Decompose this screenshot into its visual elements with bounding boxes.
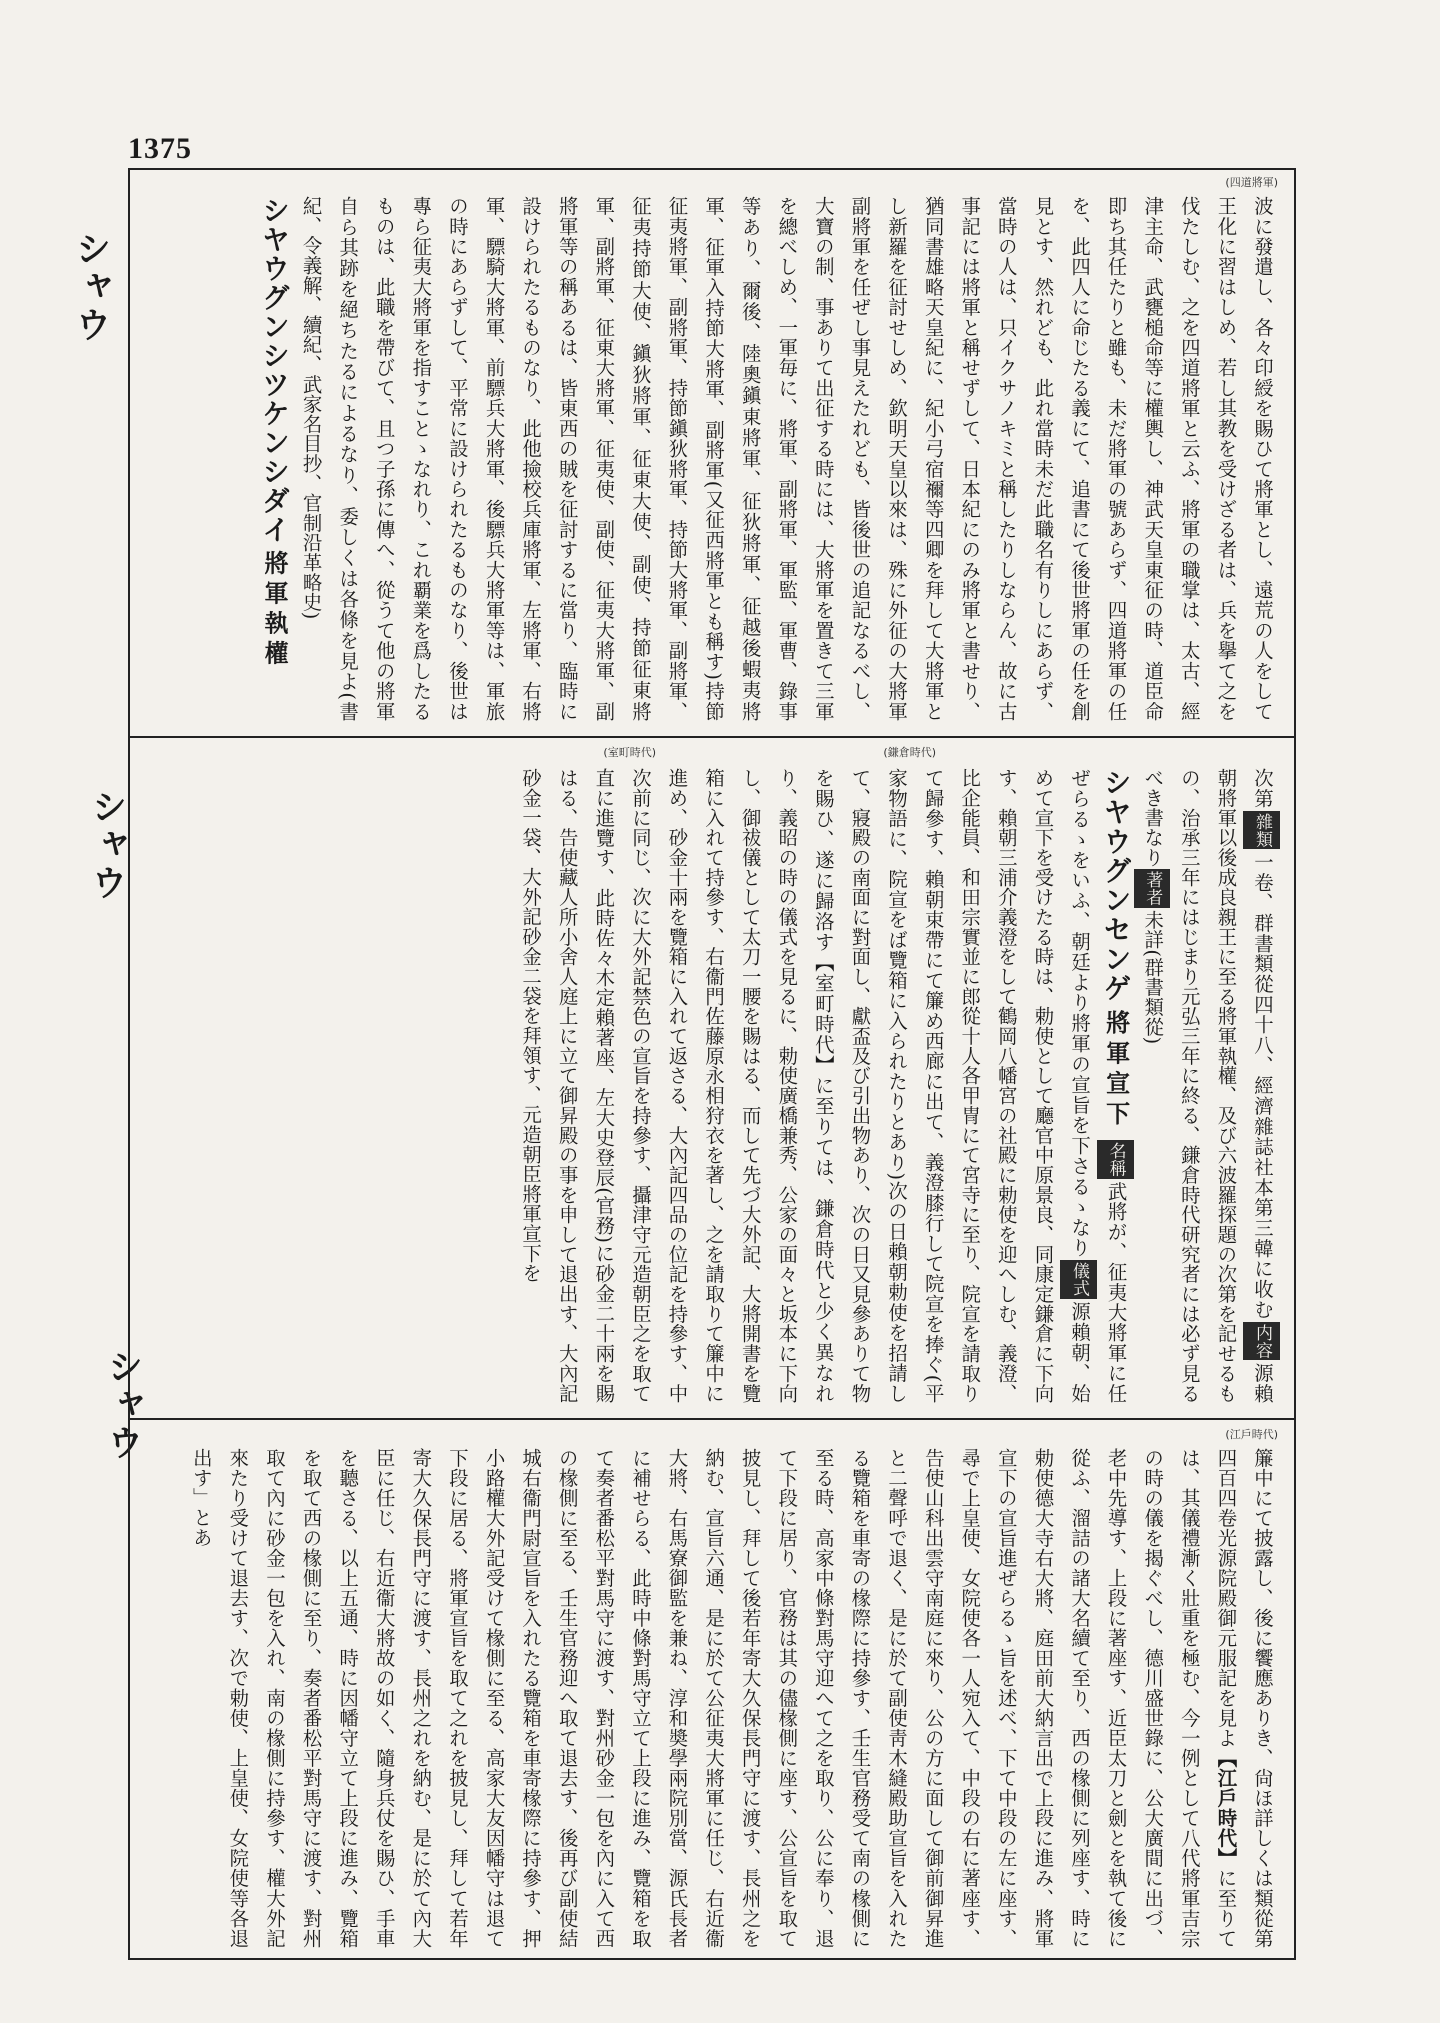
entry-heading-kanji: 將軍宣下	[1101, 1009, 1131, 1132]
column-text	[160, 196, 1280, 721]
body-text: 武將が、征夷大將軍に任ぜらるゝをいふ、朝廷より將軍の宣旨を下さるゝなり	[1068, 768, 1128, 1403]
era-tag: (江戶時代)	[1225, 1428, 1278, 1441]
era-tag-kamakura: (鎌倉時代)	[883, 746, 936, 759]
entry-heading-kana: シヤウグンセンゲ	[1099, 768, 1133, 1003]
body-text: 簾中にて披露し、後に饗應ありき、尙ほ詳しくは類從第四百四卷光源院殿御元服記を見よ	[1214, 1448, 1274, 1948]
era-tag: (四道將軍)	[1225, 176, 1278, 189]
body-text: に至りては、其儀禮漸く壯重を極む、今一例として八代將軍吉宗の時の儀を揭ぐべし、德川盛世錄に、公大廣間に出づ、老中先導す、上段に著座す、近臣太刀と劍とを執て後に從ふ、溜詰の諸大名續て至り、西の椽側に列座す、時に勅使德大寺右大將、庭田前大納言出で上段に進み、將軍宣下の宣旨進ぜらるゝ旨を述べ、下て中段の左に座す、尋で上皇使、女院使各一人宛入て、中段の右に著座す、告使山科出雲守南庭に來り、公の方に面して御前御昇進と二聲呼で退く、是に於て副使靑木縫殿助宣旨を入れたる覽箱を車寄の椽際に持參す、壬生官務受て南の椽側に至る時、高家中條對馬守迎へて之を取り、公に奉り、退て下段に居り、官務は其の儘椽側に座す、公宣旨を取て披見し、拜して後若年寄大久保長門守に渡す、長州之を納む、宣旨六通、是に於て公征夷大將軍に任じ、右近衞大將、右馬寮御監を兼ね、淳和奬學兩院別當、源氏長者に補せらる、此時中條對馬守立て上段に進み、覽箱を取て奏者番松平對馬守に渡す、對州砂金一包を內に入て西の椽側に至る、壬生官務迎へ取て退去す、後再び副使結城右衞門尉宣旨を入れたる覽箱を車寄椽際に持參す、押小路權大外記受けて椽側に至る、高家大友因幡守は退て下段に居る、將軍宣旨を取て之れを披見し、拜して若年寄大久保長門守に渡す、長州之れを納む、是に於て內大臣に任じ、右近衞大將故の如く、隨身兵仗を賜ひ、手車を聽さる、以上五通、時に因幡守立て上段に進み、覽箱を取て西の椽側に至り、奏者番松平對馬守に渡す、對州取て內に砂金一包を入れ、南の椽側に持參す、權大外記來たり受けて退去す、次で勅使、上皇使、女院使等各退出す」とあ	[189, 1448, 1238, 1948]
era-tag-muromachi: (室町時代)	[603, 746, 656, 759]
category-tag: 内容	[1243, 1322, 1280, 1361]
side-label-middle: シャウ	[86, 788, 127, 902]
side-label-bottom: シャウ	[102, 1348, 143, 1462]
section-edo-period	[128, 1420, 1296, 1960]
body-text: 源賴朝、始めて宣下を受けたる時は、勅使として廳官中原景良、同康定鎌倉に下向す、賴朝三浦介義澄をして鶴岡八幡宮の社殿に勅使を迎へしむ、義澄、比企能員、和田宗實並に郎從十人各甲冑にて宮寺に至り、院宣を請取りて歸參す、賴朝束帶にて簾め西廊に出て、義澄膝行して院宣を捧ぐ(平家物語に、院宣をば覽箱に入られたりとあり)次の日賴朝勅使を招請して、寢殿の南面に對面し、獻盃及び引出物あり、次の日又見參ありて物を賜ひ、遂に歸洛す【室町時代】に至りては、鎌倉時代と少く異なれり、義昭の時の儀式を見るに、勅使廣橋兼秀、公家の面々と坂本に下向し、御祓儀として太刀一腰を賜はる、而して先づ大外記、大將開書を覽箱に入れて持參す、右衞門佐藤原永相狩衣を著し、之を請取りて簾中に進め、砂金十兩を覽箱に入れて返さる、大內記四品の位記を持參す、中次前に同じ、次に大外記禁色の宣旨を持參す、攝津守元造朝臣之を取て直に進覽す、此時佐々木定賴著座、左大史登辰(官務)に砂金二十兩を賜はる、告使藏人所小舍人庭上に立て御昇殿の事を申して退出す、大內記砂金一袋、大外記砂金二袋を拜領す、元造朝臣將軍宣下を	[519, 768, 1092, 1403]
column-text	[150, 1448, 1280, 1948]
column-text	[150, 768, 1280, 1403]
category-tag: 儀式	[1060, 1260, 1097, 1299]
category-tag: 雜類	[1243, 811, 1280, 850]
body-text: 波に發遣し、各々印綬を賜ひて將軍とし、遠荒の人をして王化に習はしめ、若し其教を受けざる者は、兵を擧て之を伐たしむ、之を四道將軍と云ふ、將軍の職掌は、太古、經津主命、武甕槌命等に權輿し、神武天皇東征の時、道臣命即ち其任たりと雖も、未だ將軍の號あらず、四道將軍の任を、此四人に命じたる義にて、追書にて後世將軍の任を創見とす、然れども、此れ當時未だ此職名有りしにあらず、當時の人は、只イクサノキミと稱したりしならん、故に古事記には將軍と稱せずして、日本紀にのみ將軍と書せり、猶同書雄略天皇紀に、紀小弓宿禰等四卿を拜して大將軍とし新羅を征討せしめ、欽明天皇以來は、殊に外征の大將軍副將軍を任ぜし事見えたれども、皆後世の追記なるべし、大寶の制、事ありて出征する時には、大將軍を置きて三軍を總べしめ、一軍毎に、將軍、副將軍、軍監、軍曹、錄事等あり、爾後、陸奧鎭東將軍、征狄將軍、征越後蝦夷將軍、征軍入持節大將軍、副將軍(又征西將軍とも稱す)持節征夷將軍、副將軍、持節鎭狄將軍、持節大將軍、副將軍、征夷持節大使、鎭狄將軍、征東大使、副使、持節征東將軍、副將軍、征東大將軍、征夷使、副使、征夷大將軍、副將軍等の稱あるは、皆東西の賊を征討するに當り、臨時に設けられたるものなり、此他撿校兵庫將軍、左將軍、右將軍、驃騎大將軍、前驃兵大將軍、後驃兵大將軍等は、軍旅の時にあらずして、平常に設けられたるものなり、後世は專ら征夷大將軍を指すことゝなれり、これ覇業を爲したるものは、此職を帶びて、且つ子孫に傳へ、從うて他の將軍自ら其跡を絕ちたるによるなり、委しくは各條を見よ(書紀、令義解、續紀、武家名目抄、官制沿革略史)	[299, 196, 1274, 721]
body-text: 次第	[1251, 768, 1274, 809]
body-text: 源賴朝將軍以後成良親王に至る將軍執權、及び六波羅探題の次第を記せるもの、治承三年にはじまり元弘三年に終る、鎌倉時代研究者には必ず見るべき書なり	[1141, 768, 1274, 1403]
era-marker: 【江戶時代】	[1214, 1748, 1238, 1869]
category-tag: 著者	[1134, 869, 1171, 908]
body-text: 一卷、群書類從四十八、經濟雜誌社本第三韓に收む	[1251, 851, 1274, 1320]
section-shogun-senge	[128, 738, 1296, 1418]
category-tag: 名稱	[1097, 1140, 1134, 1179]
section-shido-shogun	[128, 168, 1296, 736]
side-label-top: シャウ	[70, 230, 111, 344]
page-number: 1375	[128, 132, 192, 165]
body-text: 未詳(群書類從)	[1141, 909, 1165, 1045]
entry-heading-kana: シヤウグンシツケンシダイ	[257, 196, 291, 544]
entry-heading-kanji: 將軍執權	[259, 550, 289, 671]
